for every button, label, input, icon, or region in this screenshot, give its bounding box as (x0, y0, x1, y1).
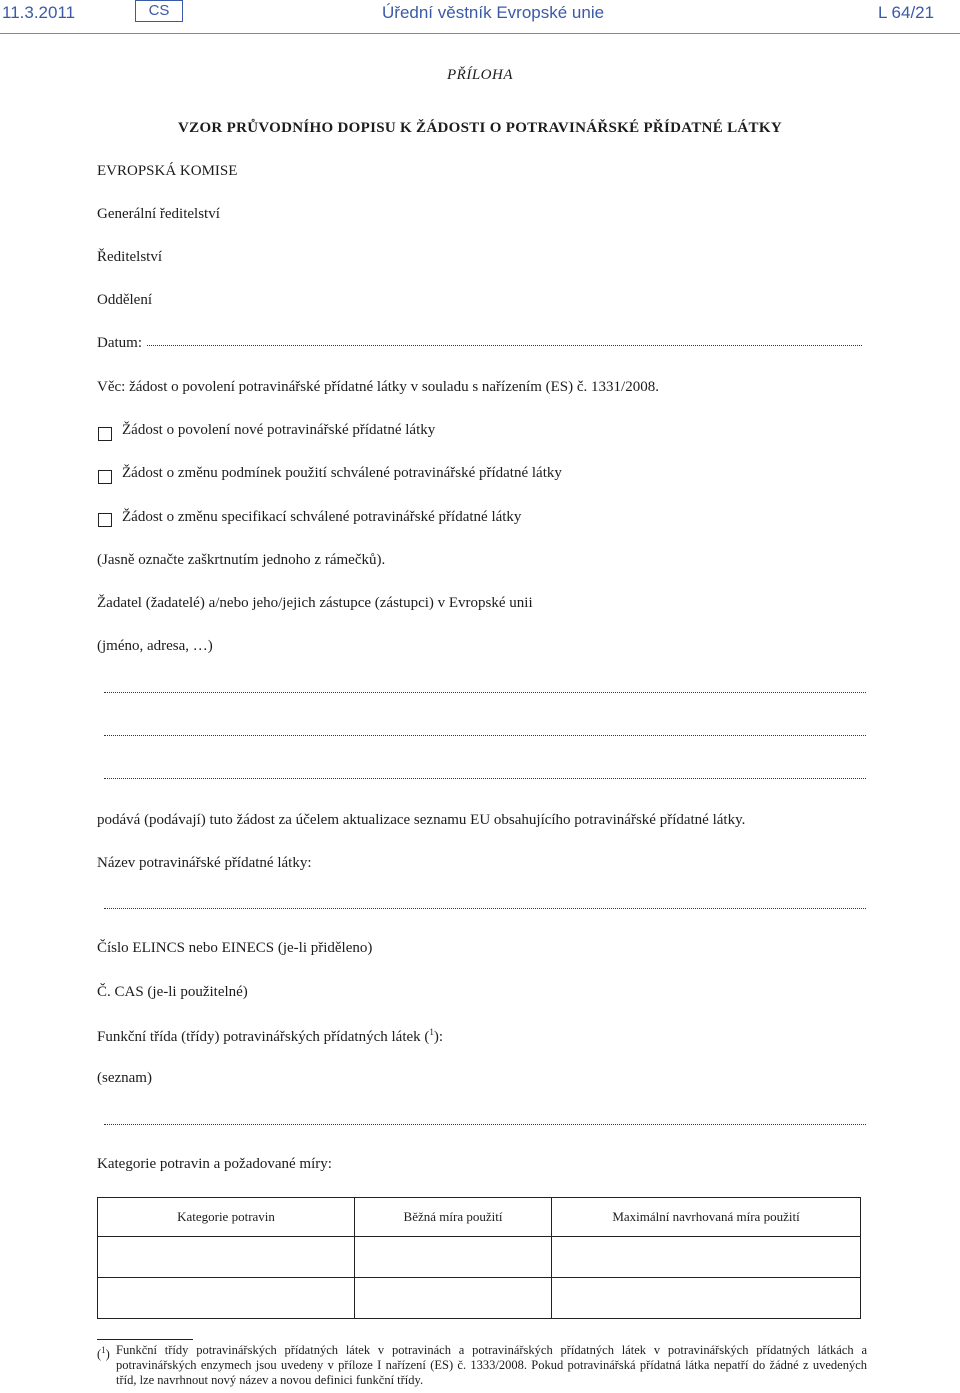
functional-class-label (97, 1027, 443, 1046)
table-row (98, 1278, 861, 1319)
option-change-conditions-label: Žádost o změnu podmínek použití schválené potravinářské přídatné látky (122, 465, 562, 481)
cas-label: Č. CAS (je-li použitelné) (97, 984, 248, 1000)
footnote-mark: ($^1$) (97, 1345, 110, 1362)
header-date: 11.3.2011 (2, 3, 76, 22)
footnote-text: Funkční třídy potravinářských přídatných látek v potravinách a potravinářských přídatných látek v potravinářských přídatných látkách a potravinářských enzymech jsou uvedeny v příloze I nařízení (ES) č. 1333/2008. Pokud potravinářská přídatná látka nepatří do žádné z uvedených tříd, lze navrhnout nový název a novou definici funkční třídy. (116, 1343, 867, 1387)
option-change-conditions-checkbox[interactable] (98, 470, 112, 484)
language-badge: CS (135, 0, 183, 22)
applicant-dotted-line-2[interactable] (104, 735, 866, 736)
annex-label: PŘÍLOHA (447, 67, 513, 83)
additive-name-label: Název potravinářské přídatné látky: (97, 855, 312, 871)
subject-line: Věc: žádost o povolení potravinářské přídatné látky v souladu s nařízením (ES) č. 1331/2008. (97, 379, 659, 395)
table-cell[interactable] (355, 1278, 552, 1319)
table-header-row (98, 1198, 861, 1237)
document-title: VZOR PRŮVODNÍHO DOPISU K ŽÁDOSTI O POTRAVINÁŘSKÉ PŘÍDATNÉ LÁTKY (178, 120, 782, 136)
date-dotted-line[interactable] (147, 345, 862, 346)
table-cell[interactable] (355, 1237, 552, 1278)
additive-name-dotted-line[interactable] (104, 908, 866, 909)
table-cell[interactable] (98, 1278, 355, 1319)
categories-label: Kategorie potravin a požadované míry: (97, 1156, 332, 1172)
list-hint: (seznam) (97, 1070, 152, 1086)
column-header-max-proposed-level: Maximální navrhovaná míra použití (552, 1198, 861, 1237)
directorate-general-line: Generální ředitelství (97, 206, 220, 222)
directorate-line: Ředitelství (97, 249, 162, 265)
page-number: L 64/21 (878, 3, 935, 22)
option-new-additive-checkbox[interactable] (98, 427, 112, 441)
date-label: Datum: (97, 335, 142, 351)
footnote-divider (97, 1339, 193, 1340)
elincs-label: Číslo ELINCS nebo EINECS (je-li přiděleno) (97, 940, 373, 956)
applicant-hint: (jméno, adresa, …) (97, 638, 213, 654)
table-cell[interactable] (552, 1237, 861, 1278)
food-categories-table (97, 1197, 861, 1319)
column-header-normal-use-level: Běžná míra použití (355, 1198, 552, 1237)
column-header-food-category: Kategorie potravin (98, 1198, 355, 1237)
journal-title: Úřední věstník Evropské unie (382, 3, 605, 22)
applicant-dotted-line-1[interactable] (104, 692, 866, 693)
unit-line: Oddělení (97, 292, 152, 308)
commission-line: EVROPSKÁ KOMISE (97, 163, 238, 179)
footnote (97, 1343, 867, 1388)
page-header (0, 0, 960, 34)
instruction-text: (Jasně označte zaškrtnutím jednoho z rámečků). (97, 552, 386, 568)
functional-class-dotted-line[interactable] (104, 1124, 866, 1125)
table-cell[interactable] (552, 1278, 861, 1319)
applicant-label: Žadatel (žadatelé) a/nebo jeho/jejich zástupce (zástupci) v Evropské unii (97, 595, 533, 611)
header-divider (0, 33, 960, 34)
option-change-specifications-checkbox[interactable] (98, 513, 112, 527)
option-change-specifications-label: Žádost o změnu specifikací schválené potravinářské přídatné látky (122, 509, 522, 525)
functional-class-end: ): (433, 1029, 444, 1045)
footnote-reference: 1 (429, 1027, 434, 1037)
submits-text: podává (podávají) tuto žádost za účelem aktualizace seznamu EU obsahujícího potravinářské přídatné látky. (97, 812, 746, 828)
applicant-dotted-line-3[interactable] (104, 778, 866, 779)
table-cell[interactable] (98, 1237, 355, 1278)
option-new-additive-label: Žádost o povolení nové potravinářské přídatné látky (122, 422, 436, 438)
date-field[interactable] (97, 335, 142, 352)
table-row (98, 1237, 861, 1278)
functional-class-text: Funkční třída (třídy) potravinářských přídatných látek ( (97, 1029, 430, 1045)
